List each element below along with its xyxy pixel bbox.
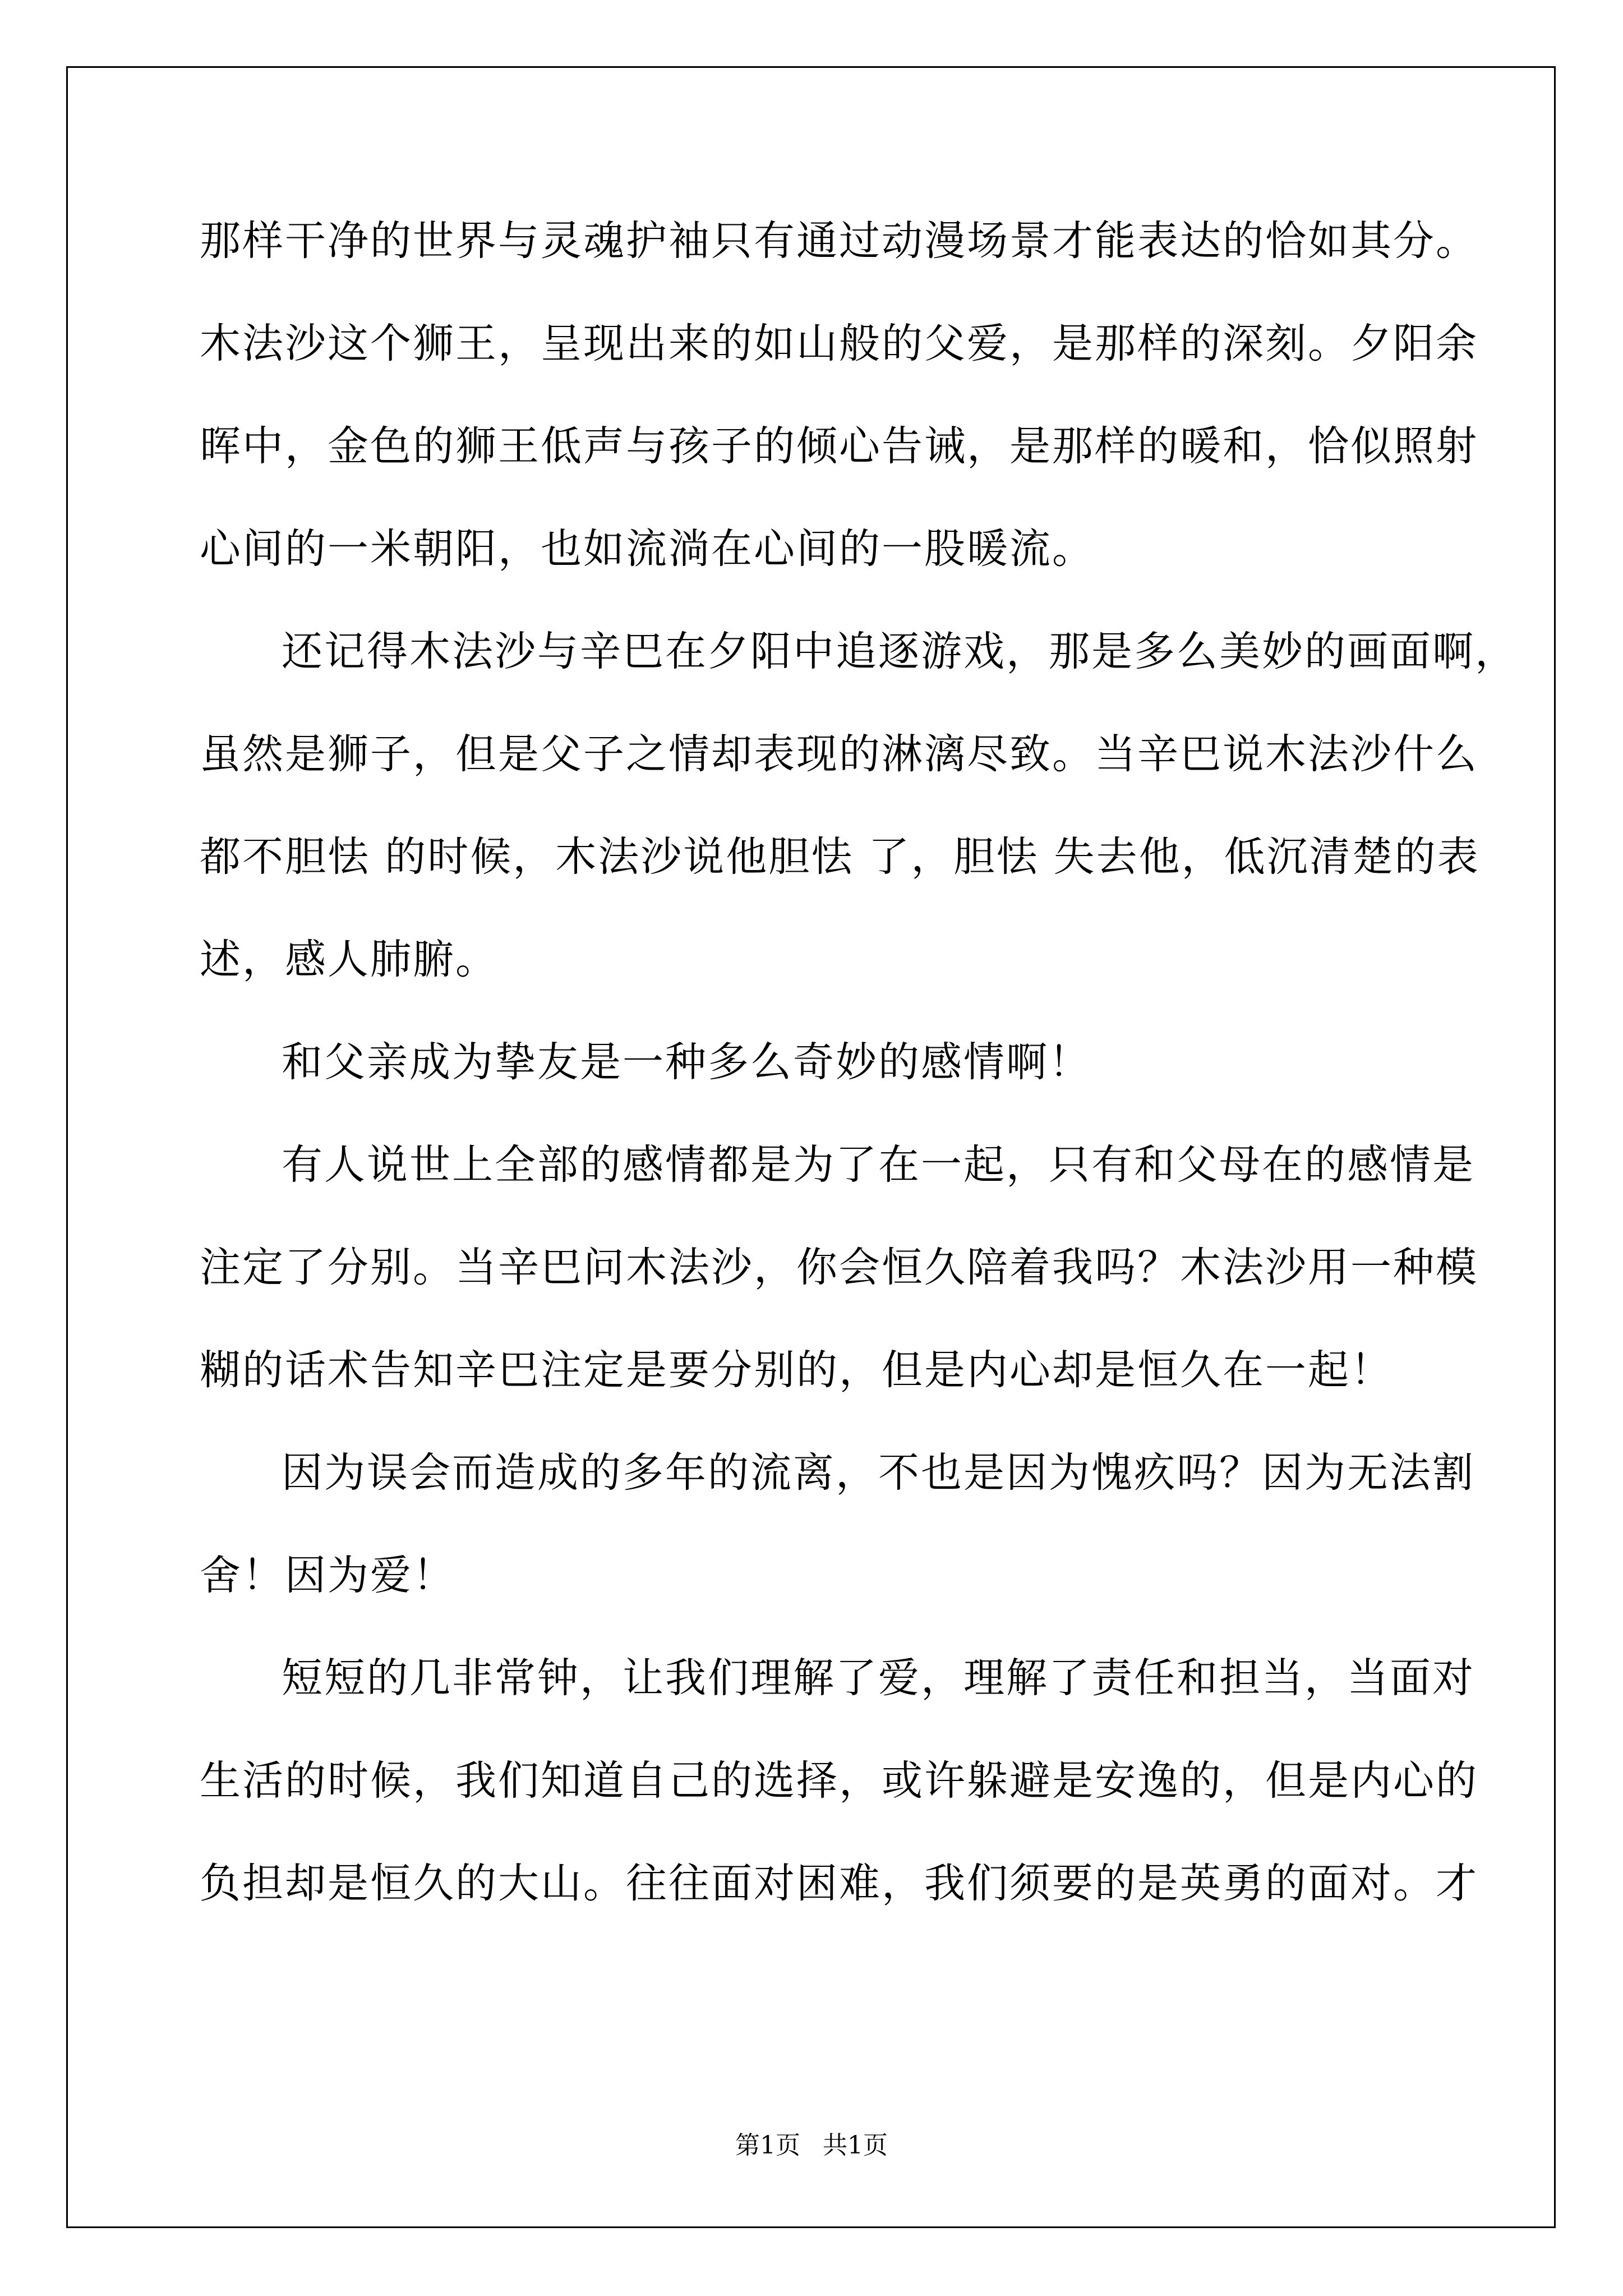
text-line: 短短的几非常钟，让我们理解了爱，理解了责任和担当，当面对	[282, 1654, 1475, 1702]
text-line: 都不胆怯 的时候，木法沙说他胆怯 了，胆怯 失去他，低沉清楚的表	[200, 833, 1480, 881]
text-line: 和父亲成为挚友是一种多么奇妙的感情啊！	[282, 1038, 1091, 1086]
text-line: 舍！因为爱！	[200, 1552, 455, 1599]
text-line: 虽然是狮子，但是父子之情却表现的淋漓尽致。当辛巴说木法沙什么	[200, 730, 1478, 778]
text-line: 负担却是恒久的大山。往往面对困难，我们须要的是英勇的面对。才	[200, 1860, 1478, 1907]
text-line: 注定了分别。当辛巴问木法沙，你会恒久陪着我吗？木法沙用一种模	[200, 1244, 1478, 1291]
text-line: 生活的时候，我们知道自己的选择，或许躲避是安逸的，但是内心的	[200, 1757, 1478, 1805]
page-footer	[0, 2129, 1623, 2162]
text-line: 有人说世上全部的感情都是为了在一起，只有和父母在的感情是	[282, 1141, 1475, 1189]
page-number-total: 共1页	[823, 2131, 888, 2160]
text-line: 述，感人肺腑。	[200, 936, 498, 983]
text-line: 糊的话术告知辛巴注定是要分别的，但是内心却是恒久在一起！	[200, 1346, 1393, 1394]
text-line: 晖中，金色的狮王低声与孩子的倾心告诫，是那样的暖和，恰似照射	[200, 422, 1478, 470]
text-line: 因为误会而造成的多年的流离，不也是因为愧疚吗？因为无法割	[282, 1449, 1475, 1497]
text-line: 心间的一米朝阳，也如流淌在心间的一股暖流。	[200, 525, 1095, 573]
text-line: 木法沙这个狮王，呈现出来的如山般的父爱，是那样的深刻。夕阳余	[200, 320, 1478, 367]
page-number-current: 第1页	[735, 2131, 800, 2160]
text-line: 那样干净的世界与灵魂护袖只有通过动漫场景才能表达的恰如其分。	[200, 217, 1478, 265]
text-line: 还记得木法沙与辛巴在夕阳中追逐游戏，那是多么美妙的画面啊，	[282, 628, 1518, 675]
